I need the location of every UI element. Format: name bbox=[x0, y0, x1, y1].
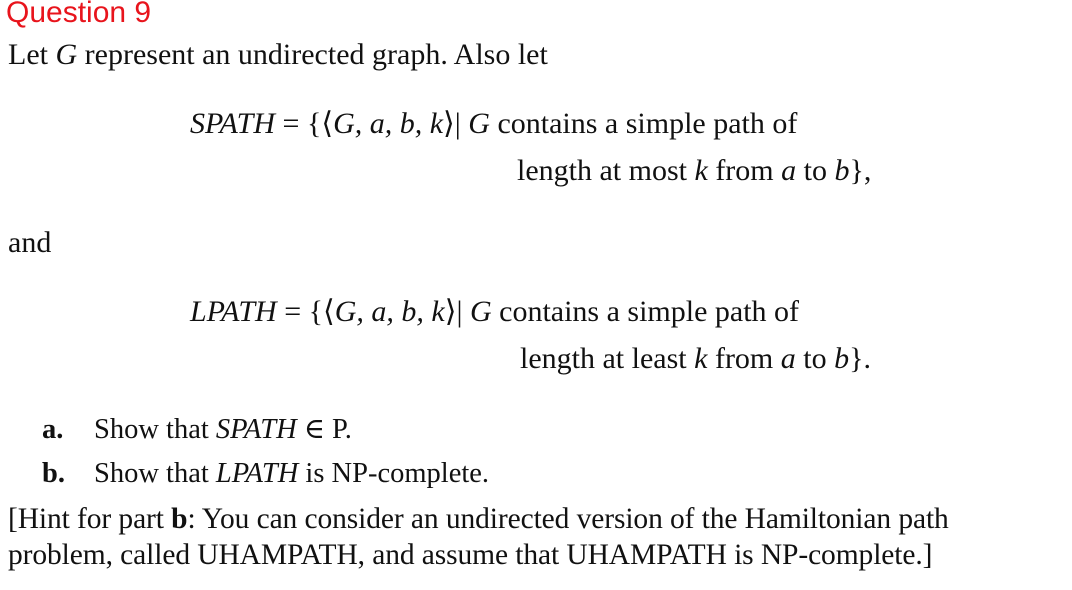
spath-tuple-vars: G, a, b, k bbox=[333, 107, 444, 140]
intro-text-after: represent an undirected graph. Also let bbox=[77, 38, 548, 71]
spath-definition-line-2 bbox=[517, 154, 871, 188]
part-b-label: b. bbox=[42, 458, 65, 489]
lpath-definition-line-1 bbox=[190, 294, 799, 329]
hint-line-1-before: [Hint for part bbox=[8, 503, 172, 535]
hint-line-1-after: : You can consider an undirected version of the Hamiltonian path bbox=[187, 503, 949, 535]
spath-var-k: k bbox=[694, 154, 708, 187]
hint-line-2: problem, called UHAMPATH, and assume that UHAMPATH is NP-complete.] bbox=[8, 539, 933, 571]
part-a-var: SPATH bbox=[215, 414, 297, 445]
spath-var-a: a bbox=[781, 154, 797, 187]
spath-from-text: from bbox=[707, 154, 782, 187]
hint-line-1 bbox=[8, 503, 949, 536]
lpath-cond-var: G bbox=[469, 295, 492, 328]
lpath-condition-text: contains a simple path of bbox=[491, 295, 800, 328]
intro-sentence bbox=[8, 38, 548, 72]
lpath-tuple-vars: G, a, b, k bbox=[334, 295, 445, 328]
question-title: Question 9 bbox=[6, 0, 152, 29]
part-a-text-after: ∈ P. bbox=[296, 414, 352, 445]
spath-set-open: = {⟨ bbox=[275, 107, 334, 140]
part-a-label: a. bbox=[42, 414, 64, 445]
spath-condition-text: contains a simple path of bbox=[489, 107, 798, 140]
spath-to-text: to bbox=[796, 154, 835, 187]
spath-set-close: }, bbox=[849, 154, 872, 187]
spath-length-text: length at most bbox=[517, 154, 695, 187]
lpath-to-text: to bbox=[795, 342, 835, 375]
part-a-text-before: Show that bbox=[94, 414, 216, 445]
part-b bbox=[42, 458, 489, 490]
part-b-text-before: Show that bbox=[94, 458, 216, 489]
spath-cond-var: G bbox=[468, 107, 490, 140]
part-a bbox=[42, 412, 352, 446]
lpath-set-close: }. bbox=[849, 342, 872, 375]
lpath-from-text: from bbox=[707, 342, 781, 375]
lpath-length-text: length at least bbox=[520, 342, 695, 375]
spath-name: SPATH bbox=[190, 107, 276, 140]
spath-set-mid: ⟩| bbox=[443, 107, 469, 140]
intro-text-before: Let bbox=[8, 38, 56, 71]
spath-definition-line-1 bbox=[190, 106, 797, 141]
connector-and: and bbox=[8, 226, 52, 259]
hint-part-ref: b bbox=[171, 503, 188, 535]
part-b-text-after: is NP-complete. bbox=[298, 458, 490, 489]
spath-var-b: b bbox=[834, 154, 850, 187]
graph-variable: G bbox=[55, 38, 78, 71]
lpath-set-mid: ⟩| bbox=[444, 295, 470, 328]
lpath-set-open: = {⟨ bbox=[276, 295, 335, 328]
lpath-name: LPATH bbox=[190, 295, 277, 328]
part-b-var: LPATH bbox=[215, 458, 299, 489]
lpath-definition-line-2 bbox=[520, 342, 871, 376]
lpath-var-k: k bbox=[694, 342, 708, 375]
lpath-var-b: b bbox=[834, 342, 850, 375]
lpath-var-a: a bbox=[780, 342, 796, 375]
